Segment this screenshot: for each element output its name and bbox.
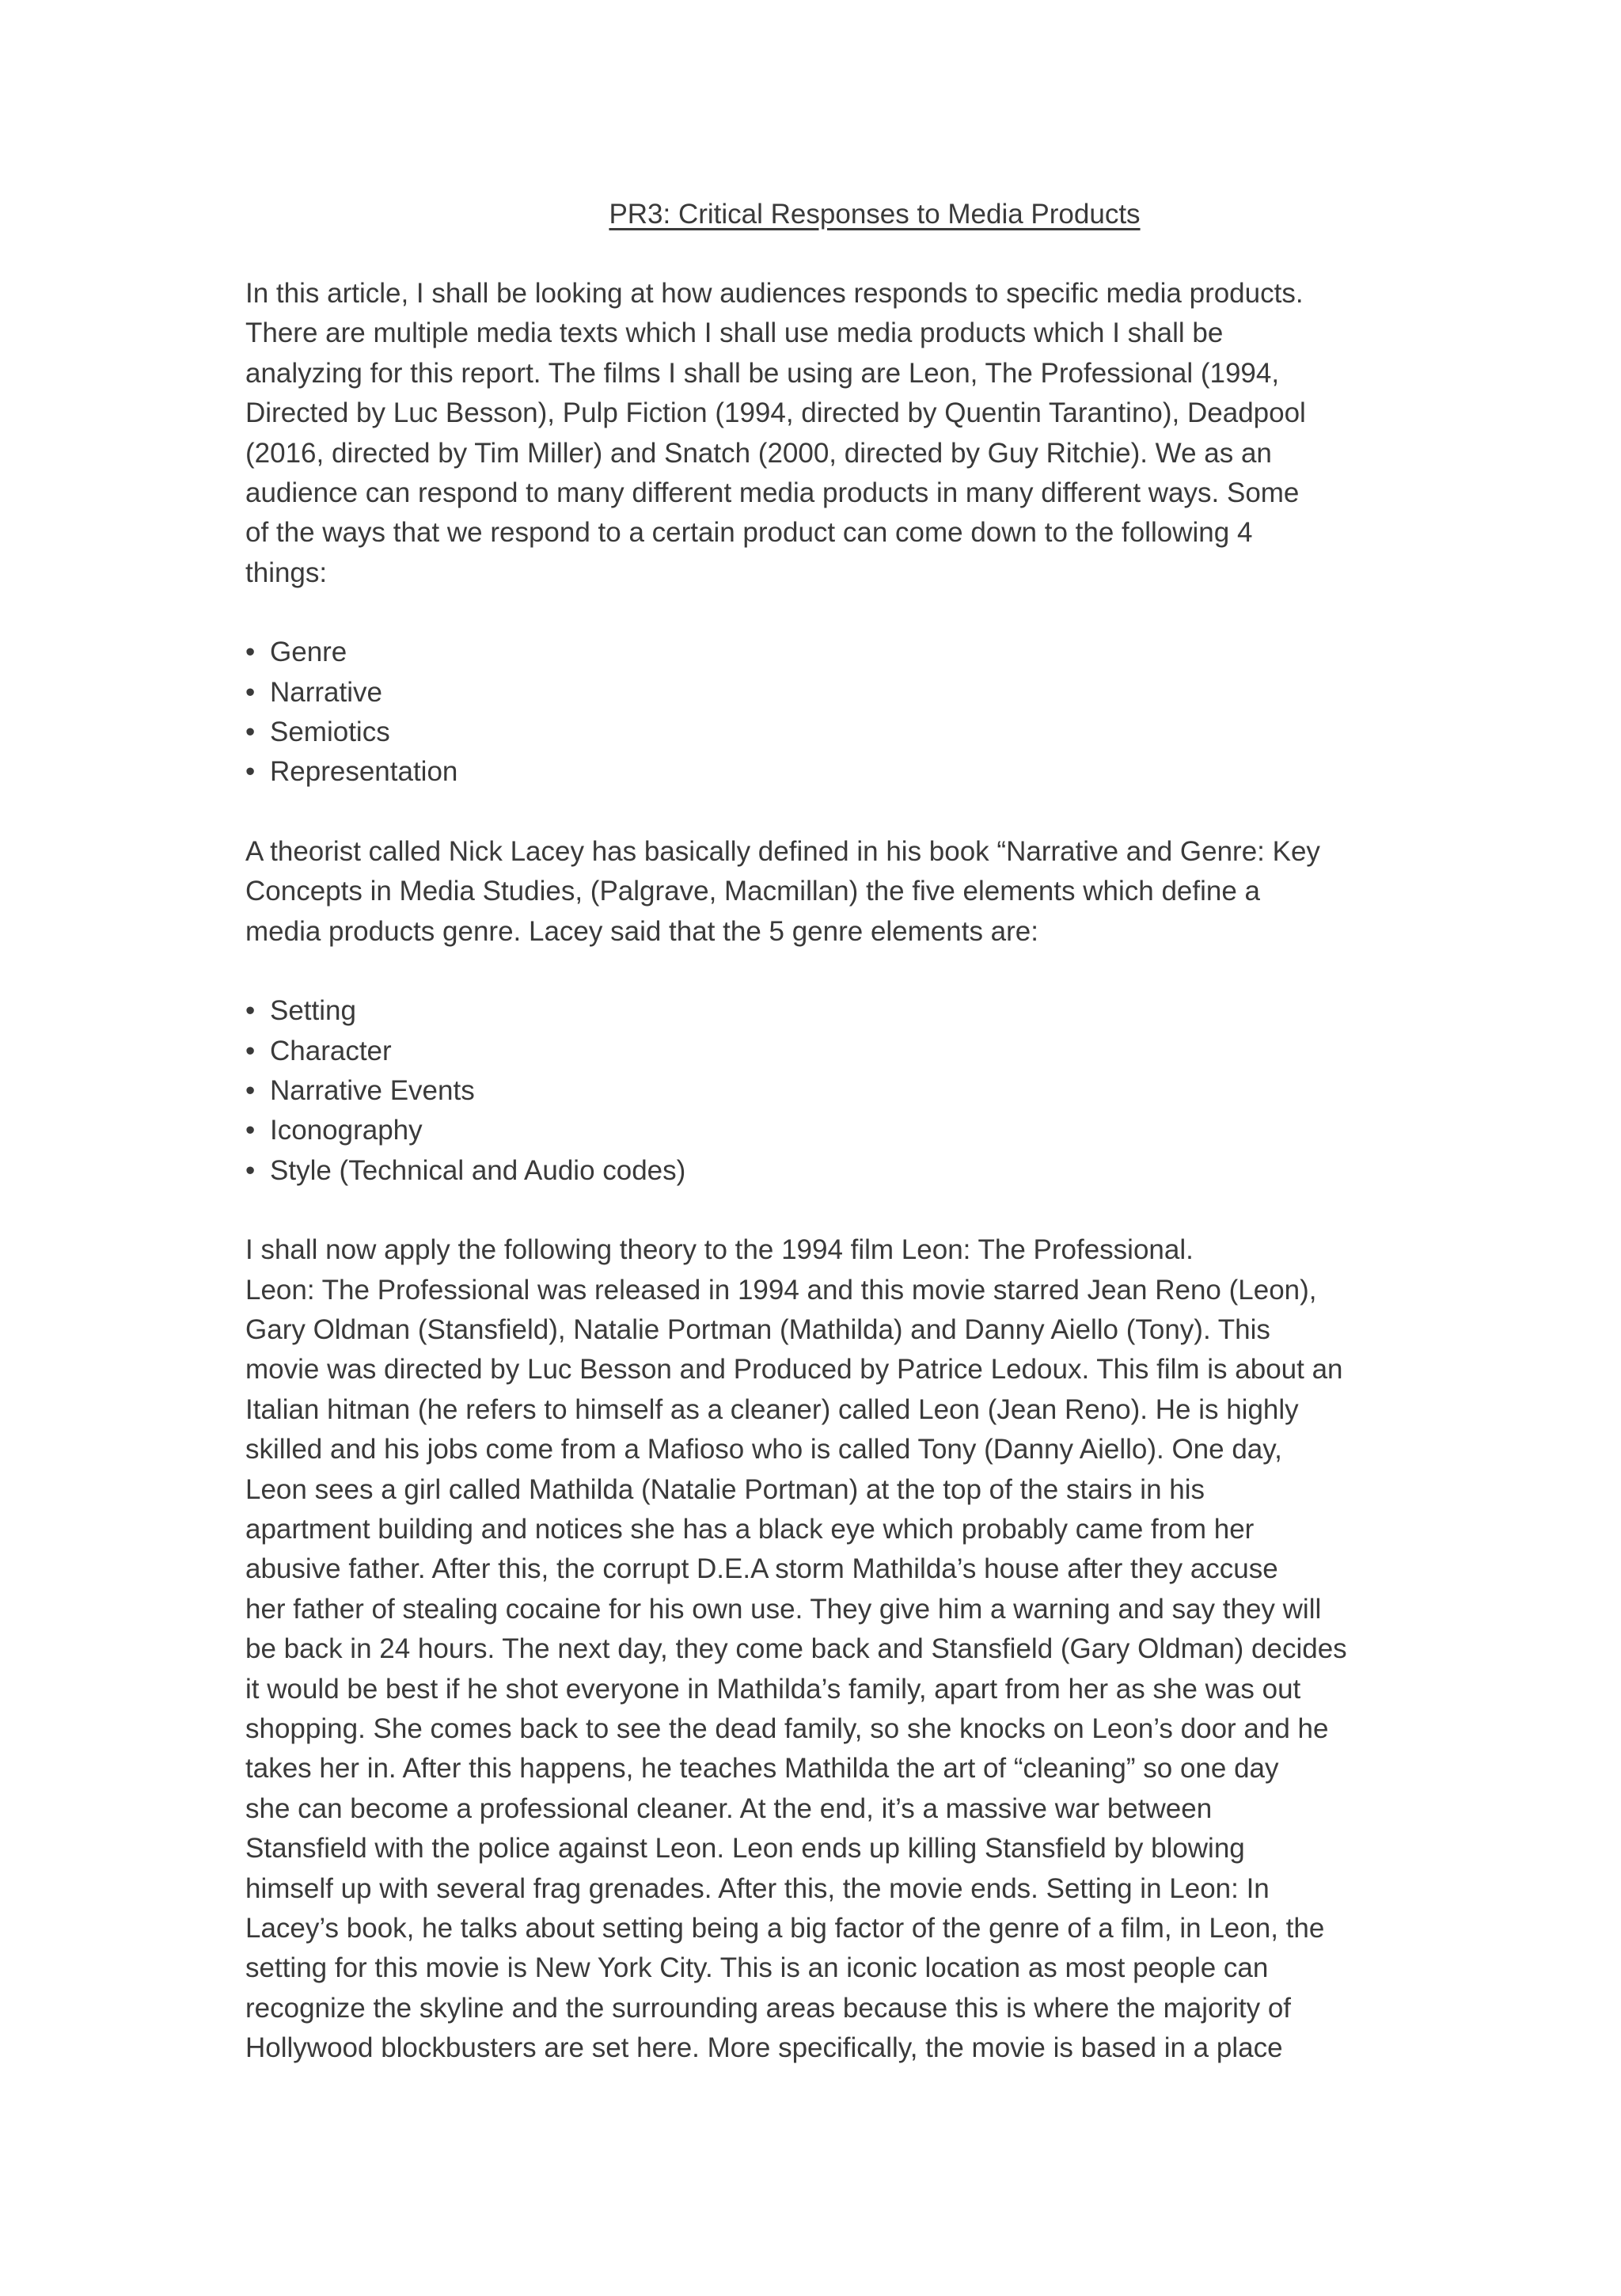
text-line: Concepts in Media Studies, (Palgrave, Macmillan) the five elements which define a	[245, 876, 1261, 907]
list-item	[245, 1111, 1433, 1150]
text-line: In this article, I shall be looking at how audiences responds to specific media products.	[245, 278, 1304, 309]
bullet-icon: •	[245, 995, 256, 1027]
bullet-icon: •	[245, 756, 256, 788]
list-item	[245, 633, 1433, 672]
text-line: media products genre. Lacey said that the 5 genre elements are:	[245, 915, 1038, 947]
genre-elements-list	[245, 991, 1433, 1191]
text-line: she can become a professional cleaner. At the end, it’s a massive war between	[245, 1792, 1213, 1824]
text-line: movie was directed by Luc Besson and Produced by Patrice Ledoux. This film is about an	[245, 1354, 1343, 1386]
list-item-label: Genre	[270, 637, 347, 668]
list-item-label: Style (Technical and Audio codes)	[270, 1154, 686, 1186]
text-line: Directed by Luc Besson), Pulp Fiction (1994, directed by Quentin Tarantino), Deadpool	[245, 397, 1306, 429]
bullet-icon: •	[245, 1154, 256, 1186]
list-item	[245, 1151, 1433, 1191]
bullet-icon: •	[245, 1035, 256, 1066]
text-line: be back in 24 hours. The next day, they come back and Stansfield (Gary Oldman) decides	[245, 1633, 1347, 1665]
bullet-icon: •	[245, 1074, 256, 1106]
lacey-paragraph	[245, 832, 1433, 952]
list-item	[245, 1032, 1433, 1071]
text-line: There are multiple media texts which I shall use media products which I shall be	[245, 317, 1224, 349]
text-line: Lacey’s book, he talks about setting being a big factor of the genre of a film, in Leon, the	[245, 1913, 1325, 1944]
list-item	[245, 713, 1433, 752]
intro-paragraph	[245, 274, 1433, 593]
text-line: A theorist called Nick Lacey has basically defined in his book “Narrative and Genre: Key	[245, 835, 1320, 867]
bullet-icon: •	[245, 717, 256, 748]
text-line: of the ways that we respond to a certain product can come down to the following 4	[245, 517, 1253, 549]
list-item	[245, 991, 1433, 1031]
text-line: (2016, directed by Tim Miller) and Snatch (2000, directed by Guy Ritchie). We as an	[245, 437, 1272, 469]
list-item-label: Iconography	[270, 1115, 423, 1146]
text-line: skilled and his jobs come from a Mafioso who is called Tony (Danny Aiello). One day,	[245, 1434, 1282, 1465]
text-line: audience can respond to many different media products in many different ways. Some	[245, 477, 1300, 509]
text-line: Stansfield with the police against Leon. Leon ends up killing Stansfield by blowing	[245, 1833, 1245, 1865]
document-title: PR3: Critical Responses to Media Products	[609, 199, 1141, 230]
text-line: Leon sees a girl called Mathilda (Natalie Portman) at the top of the stairs in his	[245, 1473, 1205, 1505]
bullet-icon: •	[245, 637, 256, 668]
list-item-label: Setting	[270, 995, 356, 1027]
text-line: abusive father. After this, the corrupt D.E.A storm Mathilda’s house after they accuse	[245, 1553, 1278, 1585]
text-line: I shall now apply the following theory to the 1994 film Leon: The Professional.	[245, 1234, 1194, 1266]
text-line: things:	[245, 557, 328, 588]
text-line: takes her in. After this happens, he teaches Mathilda the art of “cleaning” so one day	[245, 1753, 1279, 1785]
text-line: setting for this movie is New York City. This is an iconic location as most people can	[245, 1952, 1269, 1984]
text-line: apartment building and notices she has a black eye which probably came from her	[245, 1513, 1255, 1545]
text-line: himself up with several frag grenades. After this, the movie ends. Setting in Leon: In	[245, 1872, 1270, 1904]
list-item-label: Narrative Events	[270, 1074, 475, 1106]
list-item-label: Semiotics	[270, 717, 390, 748]
text-line: Hollywood blockbusters are set here. More specifically, the movie is based in a place	[245, 2032, 1283, 2064]
document-body	[245, 195, 1433, 2069]
text-line: analyzing for this report. The films I shall be using are Leon, The Professional (1994,	[245, 357, 1280, 389]
response-factors-list	[245, 633, 1433, 793]
text-line: Leon: The Professional was released in 1994 and this movie starred Jean Reno (Leon),	[245, 1274, 1317, 1306]
text-line: Italian hitman (he refers to himself as a cleaner) called Leon (Jean Reno). He is highly	[245, 1393, 1299, 1425]
text-line: it would be best if he shot everyone in Mathilda’s family, apart from her as she was out	[245, 1673, 1301, 1705]
bullet-icon: •	[245, 676, 256, 708]
text-line: shopping. She comes back to see the dead family, so she knocks on Leon’s door and he	[245, 1713, 1329, 1744]
bullet-icon: •	[245, 1115, 256, 1146]
list-item	[245, 673, 1433, 713]
text-line: Gary Oldman (Stansfield), Natalie Portman (Mathilda) and Danny Aiello (Tony). This	[245, 1313, 1270, 1345]
list-item-label: Character	[270, 1035, 392, 1066]
list-item	[245, 752, 1433, 792]
list-item-label: Narrative	[270, 676, 382, 708]
list-item-label: Representation	[270, 756, 458, 788]
text-line: her father of stealing cocaine for his own use. They give him a warning and say they will	[245, 1593, 1322, 1625]
text-line: recognize the skyline and the surrounding areas because this is where the majority of	[245, 1992, 1292, 2024]
list-item	[245, 1071, 1433, 1111]
leon-paragraph	[245, 1230, 1433, 2069]
